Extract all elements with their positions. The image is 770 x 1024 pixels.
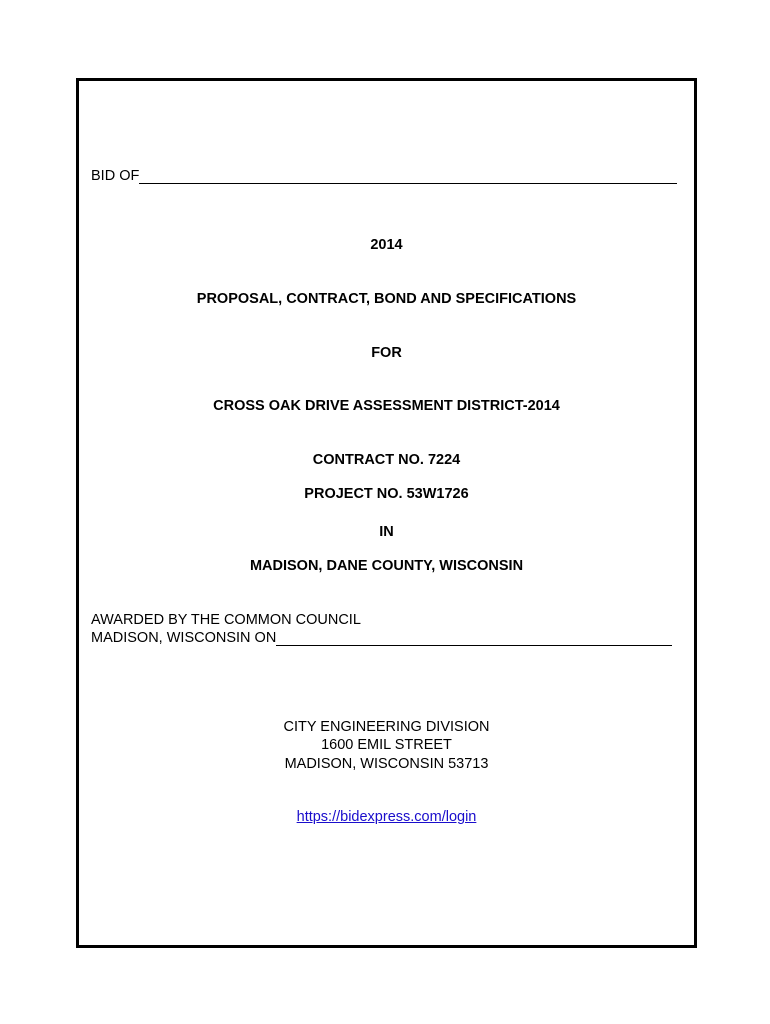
bid-of-label: BID OF — [91, 168, 140, 184]
award-date-blank — [276, 631, 672, 646]
awarded-line-2 — [91, 630, 672, 646]
year: 2014 — [370, 237, 403, 253]
awarded-line-1: AWARDED BY THE COMMON COUNCIL — [91, 612, 361, 628]
for-label: FOR — [371, 345, 402, 361]
contract-number: CONTRACT NO. 7224 — [312, 452, 461, 468]
awarded-on-label: MADISON, WISCONSIN ON — [91, 630, 277, 646]
bidexpress-link[interactable]: https://bidexpress.com/login — [296, 809, 477, 825]
division-name: CITY ENGINEERING DIVISION — [283, 719, 490, 735]
project-name: CROSS OAK DRIVE ASSESSMENT DISTRICT-2014 — [213, 398, 560, 414]
project-number: PROJECT NO. 53W1726 — [304, 486, 469, 502]
location: MADISON, DANE COUNTY, WISCONSIN — [249, 558, 524, 574]
bidexpress-link-row — [76, 809, 697, 825]
bid-of-blank — [139, 169, 677, 184]
document-title: PROPOSAL, CONTRACT, BOND AND SPECIFICATIONS — [196, 291, 577, 307]
bid-of-line — [91, 168, 677, 184]
street-address: 1600 EMIL STREET — [321, 737, 452, 753]
in-label: IN — [379, 524, 394, 540]
city-address: MADISON, WISCONSIN 53713 — [284, 756, 489, 772]
